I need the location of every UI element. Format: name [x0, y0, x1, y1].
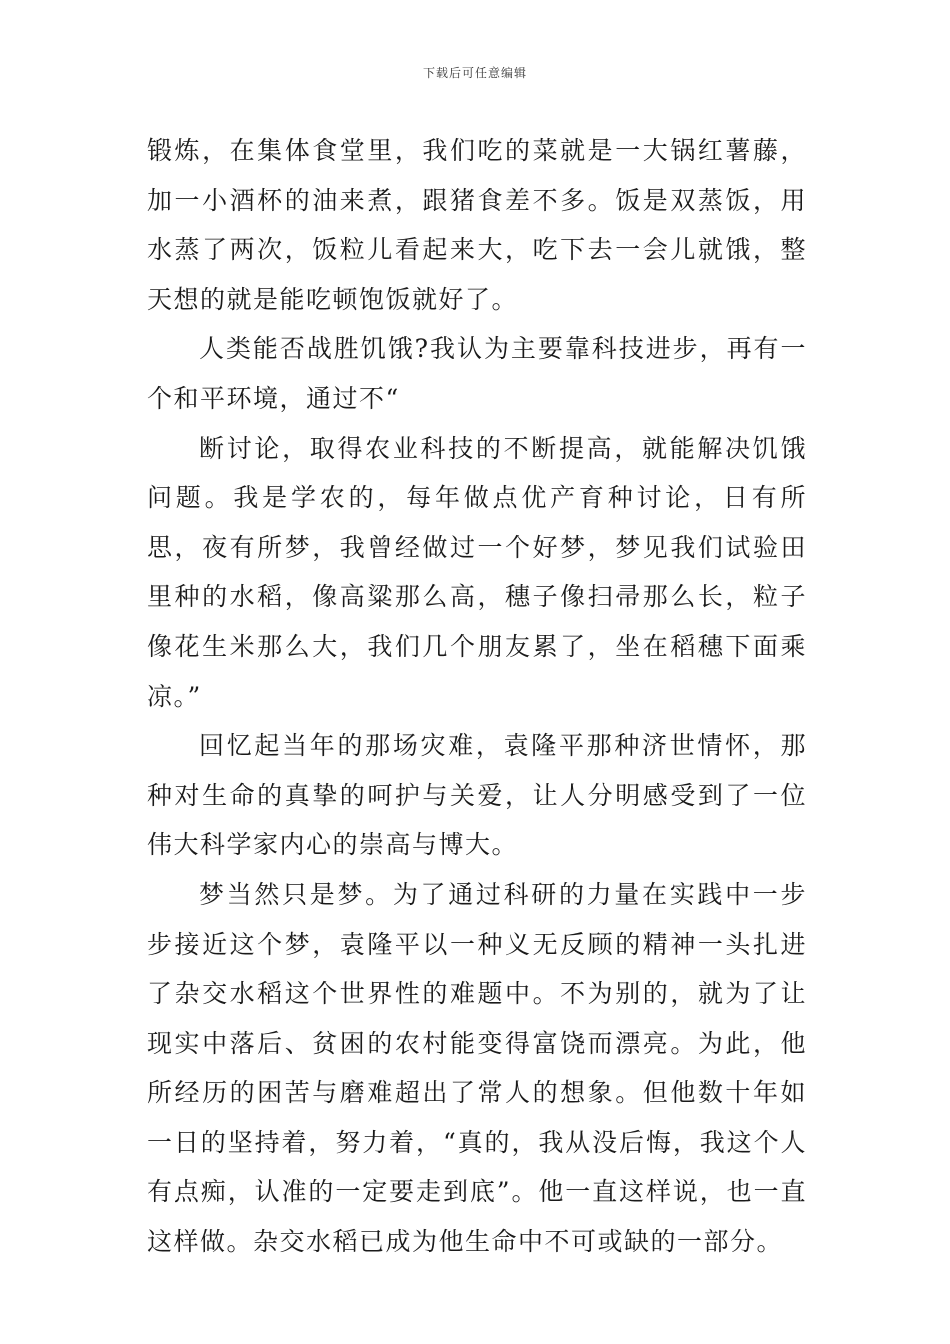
- paragraph-4: 回忆起当年的那场灾难，袁隆平那种济世情怀，那种对生命的真挚的呵护与关爱，让人分明感受到了一位伟大科学家内心的崇高与博大。: [147, 731, 807, 860]
- page-header-note: 下载后可任意编辑: [422, 66, 527, 80]
- paragraph-3: 断讨论，取得农业科技的不断提高，就能解决饥饿问题。我是学农的，每年做点优产育种讨论，日有所思，夜有所梦，我曾经做过一个好梦，梦见我们试验田里种的水稻，像高粱那么高，穗子像扫帚那么长，粒子像花生米那么大，我们几个朋友累了，坐在稻穗下面乘凉。”: [147, 433, 807, 711]
- document-body: [147, 126, 807, 1267]
- paragraph-5: 梦当然只是梦。为了通过科研的力量在实践中一步步接近这个梦，袁隆平以一种义无反顾的精神一头扎进了杂交水稻这个世界性的难题中。不为别的，就为了让现实中落后、贫困的农村能变得富饶而漂亮。为此，他所经历的困苦与磨难超出了常人的想象。但他数十年如一日的坚持着，努力着，“真的，我从没后悔，我这个人有点痴，认准的一定要走到底”。他一直这样说，也一直这样做。杂交水稻已成为他生命中不可或缺的一部分。: [147, 879, 807, 1257]
- paragraph-2: 人类能否战胜饥饿?我认为主要靠科技进步，再有一个和平环境，通过不“: [147, 334, 807, 413]
- paragraph-1: 锻炼，在集体食堂里，我们吃的菜就是一大锅红薯藤，加一小酒杯的油来煮，跟猪食差不多。饭是双蒸饭，用水蒸了两次，饭粒儿看起来大，吃下去一会儿就饿，整天想的就是能吃顿饱饭就好了。: [147, 136, 807, 314]
